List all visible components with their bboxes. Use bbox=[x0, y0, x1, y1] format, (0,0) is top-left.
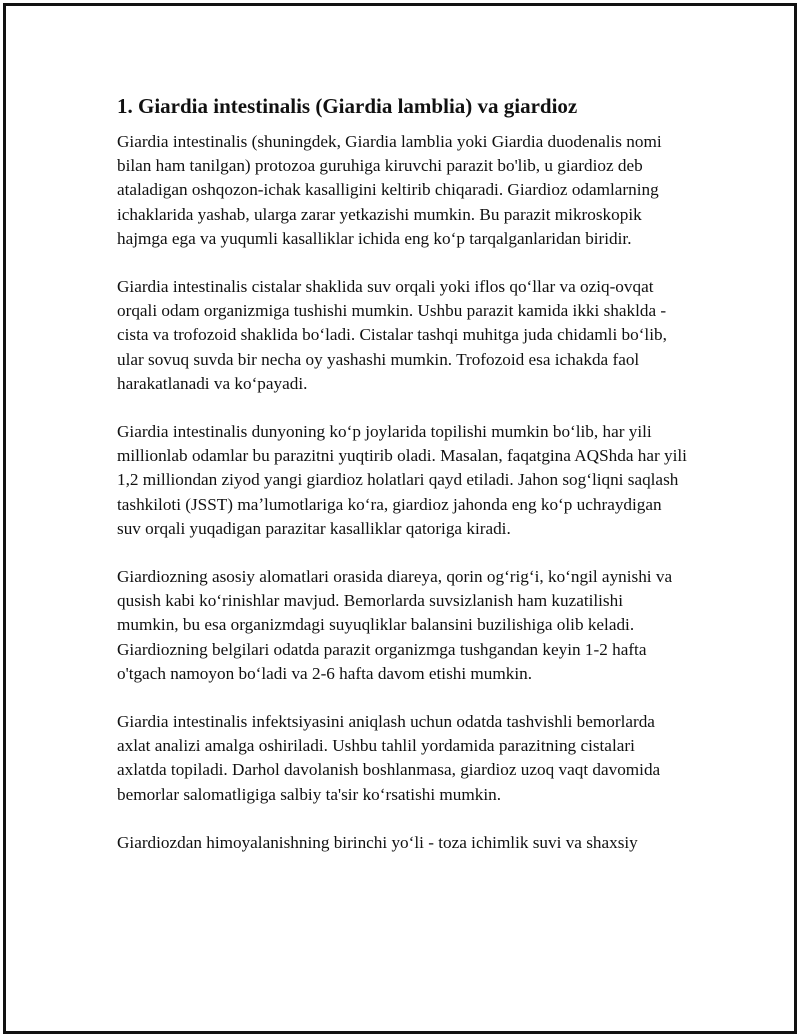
paragraph-2: Giardia intestinalis cistalar shaklida suv orqali yoki iflos qoʻllar va oziq-ovqat orqali odam organizmiga tushishi mumkin. Ushbu parazit kamida ikki shaklda - cista va trofozoid shaklida boʻladi. Cistalar tashqi muhitga juda chidamli boʻlib, ular sovuq suvda bir necha oy yashashi mumkin. Trofozoid esa ichakda faol harakatlanadi va koʻpayadi. bbox=[117, 277, 667, 393]
paragraph-4: Giardiozning asosiy alomatlari orasida diareya, qorin ogʻrigʻi, koʻngil aynishi va qusish kabi koʻrinishlar mavjud. Bemorlarda suvsizlanish ham kuzatilishi mumkin, bu esa organizmdagi suyuqliklar balansini buzilishiga olib keladi. Giardiozning belgilari odatda parazit organizmga tushgandan keyin 1-2 hafta o'tgach namoyon boʻladi va 2-6 hafta davom etishi mumkin. bbox=[117, 567, 673, 683]
document-title: 1. Giardia intestinalis (Giardia lamblia) va giardioz bbox=[117, 94, 578, 118]
paragraph-3: Giardia intestinalis dunyoning koʻp joylarida topilishi mumkin boʻlib, har yili millionlab odamlar bu parazitni yuqtirib oladi. Masalan, faqatgina AQShda har yili 1,2 milliondan ziyod yangi giardioz holatlari qayd etiladi. Jahon sogʻliqni saqlash tashkiloti (JSST) maʼlumotlariga koʻra, giardioz jahonda eng koʻp uchraydigan suv orqali yuqadigan parazitar kasalliklar qatoriga kiradi. bbox=[117, 422, 687, 538]
paragraph-6: Giardiozdan himoyalanishning birinchi yoʻli - toza ichimlik suvi va shaxsiy bbox=[117, 832, 638, 852]
paragraph-1: Giardia intestinalis (shuningdek, Giardia lamblia yoki Giardia duodenalis nomi bilan ham tanilgan) protozoa guruhiga kiruvchi parazit bo'lib, u giardioz deb ataladigan oshqozon-ichak kasalligini keltirib chiqaradi. Giardioz odamlarning ichaklarida yashab, ularga zarar yetkazishi mumkin. Bu parazit mikroskopik hajmga ega va yuqumli kasalliklar ichida eng koʻp tarqalganlaridan biridir. bbox=[117, 132, 662, 248]
document-body bbox=[117, 92, 687, 855]
paragraph-5: Giardia intestinalis infektsiyasini aniqlash uchun odatda tashvishli bemorlarda axlat analizi amalga oshiriladi. Ushbu tahlil yordamida parazitning cistalari axlatda topiladi. Darhol davolanish boshlanmasa, giardioz uzoq vaqt davomida bemorlar salomatligiga salbiy ta'sir koʻrsatishi mumkin. bbox=[117, 712, 661, 804]
